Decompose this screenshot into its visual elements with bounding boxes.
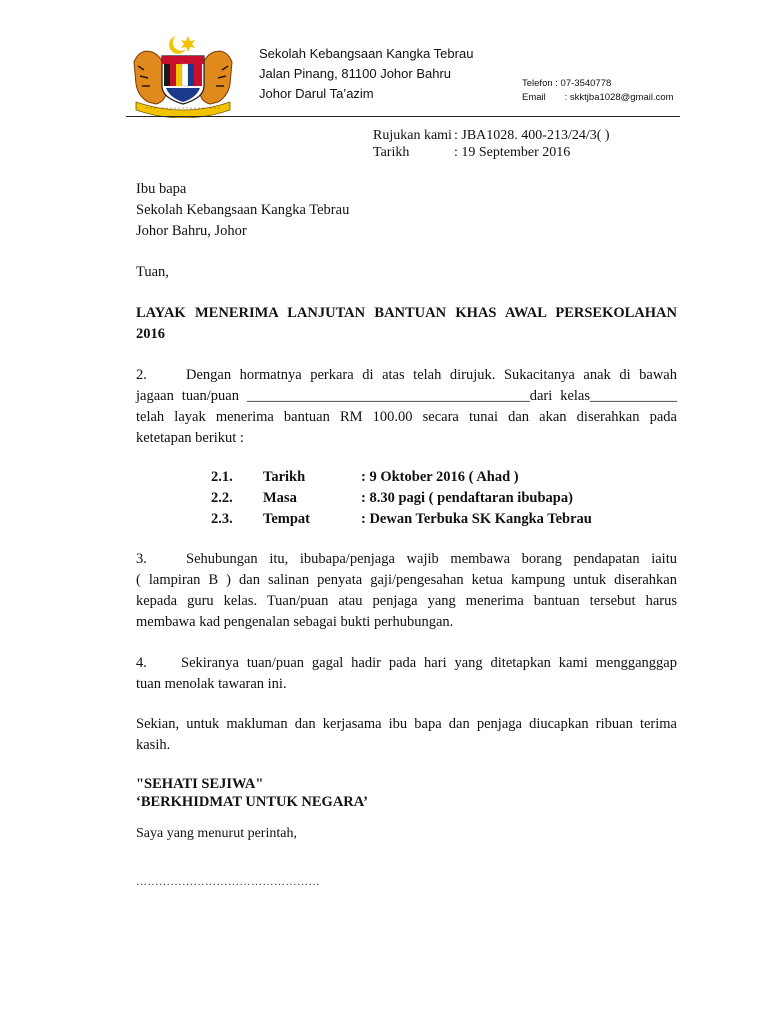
date-label: Tarikh bbox=[373, 145, 410, 160]
closing-line-1: Sekian, untuk makluman dan kerjasama ibu bapa dan penjaga diucapkan ribuan terima bbox=[136, 716, 677, 732]
subject-line-1: LAYAK MENERIMA LANJUTAN BANTUAN KHAS AWAL PERSEKOLAHAN bbox=[136, 305, 677, 321]
para2-line-1: Dengan hormatnya perkara di atas telah dirujuk. Sukacitanya anak di bawah bbox=[186, 367, 677, 383]
recipient-line-3: Johor Bahru, Johor bbox=[136, 223, 247, 239]
school-name: Sekolah Kebangsaan Kangka Tebrau bbox=[259, 46, 474, 61]
email-label: Email bbox=[522, 92, 546, 103]
para2-line-2: jagaan tuan/puan _______________________________________dari kelas____________ bbox=[136, 388, 677, 404]
schedule-label-3: Tempat bbox=[263, 511, 310, 527]
para3-line-3: kepada guru kelas. Tuan/puan atau penjaga yang menerima bantuan tersebut harus bbox=[136, 593, 677, 609]
header-divider bbox=[126, 116, 680, 117]
recipient-line-2: Sekolah Kebangsaan Kangka Tebrau bbox=[136, 202, 350, 218]
para4-number: 4. bbox=[136, 655, 147, 671]
schedule-label-2: Masa bbox=[263, 490, 297, 506]
reference-value: : JBA1028. 400-213/24/3( ) bbox=[454, 128, 610, 143]
email-line bbox=[522, 92, 674, 103]
phone-label: Telefon bbox=[522, 78, 553, 89]
para4-line-1: Sekiranya tuan/puan gagal hadir pada hari yang ditetapkan kami mengganggap bbox=[181, 655, 677, 671]
phone-value: : 07-3540778 bbox=[555, 78, 612, 89]
recipient-line-1: Ibu bapa bbox=[136, 181, 187, 197]
address-line-2: Johor Darul Ta’azim bbox=[259, 86, 374, 101]
subject-line-2: 2016 bbox=[136, 326, 165, 342]
para3-number: 3. bbox=[136, 551, 147, 567]
para3-line-4: membawa kad pengenalan sebagai bukti perhubungan. bbox=[136, 614, 454, 630]
para3-line-2: ( lampiran B ) dan salinan penyata gaji/pengesahan ketua kampung untuk diserahkan bbox=[136, 572, 677, 588]
schedule-value-3: : Dewan Terbuka SK Kangka Tebrau bbox=[361, 511, 592, 527]
schedule-value-1: : 9 Oktober 2016 ( Ahad ) bbox=[361, 469, 519, 485]
schedule-value-2: : 8.30 pagi ( pendaftaran ibubapa) bbox=[361, 490, 573, 506]
malaysia-coat-of-arms-icon bbox=[126, 32, 240, 118]
para2-line-4: ketetapan berikut : bbox=[136, 430, 244, 446]
salutation: Tuan, bbox=[136, 264, 169, 280]
reference-label: Rujukan kami bbox=[373, 128, 452, 143]
email-value: : skktjba1028@gmail.com bbox=[564, 92, 674, 103]
schedule-num-3: 2.3. bbox=[211, 511, 233, 527]
para4-line-2: tuan menolak tawaran ini. bbox=[136, 676, 287, 692]
date-value: : 19 September 2016 bbox=[454, 145, 571, 160]
para2-line-3: telah layak menerima bantuan RM 100.00 secara tunai dan akan diserahkan pada bbox=[136, 409, 677, 425]
phone-line bbox=[522, 78, 611, 89]
motto-line-2: ‘BERKHIDMAT UNTUK NEGARA’ bbox=[136, 794, 369, 810]
closing-line-2: kasih. bbox=[136, 737, 171, 753]
signature-line: ………………………………………… bbox=[136, 876, 320, 888]
schedule-num-1: 2.1. bbox=[211, 469, 233, 485]
para2-number: 2. bbox=[136, 367, 147, 383]
para3-line-1: Sehubungan itu, ibubapa/penjaga wajib membawa borang pendapatan iaitu bbox=[186, 551, 677, 567]
schedule-num-2: 2.2. bbox=[211, 490, 233, 506]
schedule-label-1: Tarikh bbox=[263, 469, 306, 485]
signoff: Saya yang menurut perintah, bbox=[136, 826, 297, 841]
address-line-1: Jalan Pinang, 81100 Johor Bahru bbox=[259, 66, 452, 81]
motto-line-1: "SEHATI SEJIWA" bbox=[136, 776, 264, 792]
